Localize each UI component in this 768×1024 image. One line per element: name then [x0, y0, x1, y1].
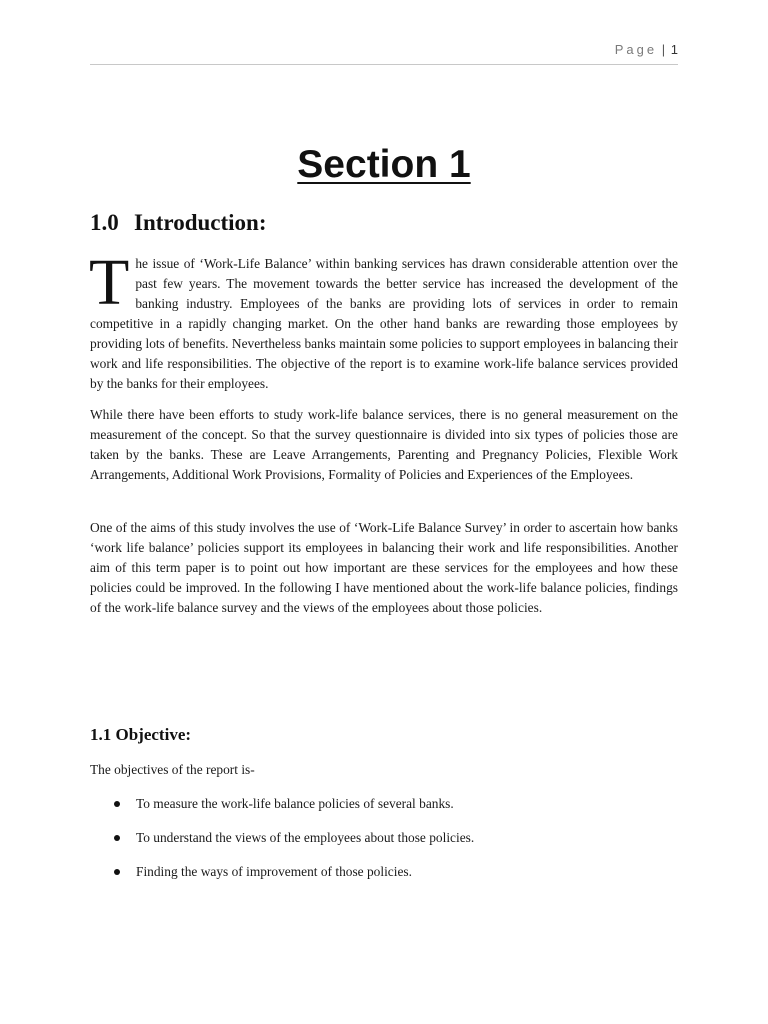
introduction-paragraph-3: One of the aims of this study involves the use of ‘Work-Life Balance Survey’ in order to ascertain how banks ‘work life balance’ policies support its employees in balancing their work and life responsibilities. Another aim of this term paper is to point out how important are these services for the employees and how these policies could be improved. In the following I have mentioned about the work-life balance policies, findings of the work-life balance survey and the views of the employees about those policies. — [90, 520, 678, 615]
list-item-text: Finding the ways of improvement of those policies. — [136, 864, 412, 879]
page-header — [90, 42, 678, 65]
bullet-icon — [114, 835, 120, 841]
list-item-text: To understand the views of the employees about those policies. — [136, 830, 475, 845]
introduction-title: Introduction: — [134, 210, 267, 235]
objective-list — [90, 794, 678, 896]
introduction-paragraph-2: While there have been efforts to study work-life balance services, there is no general measurement on the measurement of the concept. So that the survey questionnaire is divided into six types of policies those are taken by the banks. These are Leave Arrangements, Parenting and Pregnancy Policies, Flexible Work Arrangements, Additional Work Provisions, Formality of Policies and Experiences of the Employees. — [90, 407, 678, 482]
list-item-text: To measure the work-life balance policies of several banks. — [136, 796, 454, 811]
page-separator: | — [661, 42, 666, 57]
section-title-text: Section 1 — [297, 143, 471, 186]
section-title — [0, 140, 768, 190]
objective-lead: The objectives of the report is- — [90, 762, 255, 777]
list-item — [90, 828, 678, 862]
page-label: Page — [614, 42, 658, 57]
bullet-icon — [114, 869, 120, 875]
page-number: 1 — [670, 42, 678, 57]
introduction-heading — [90, 207, 267, 239]
list-item — [90, 862, 678, 896]
introduction-number: 1.0 — [90, 210, 119, 235]
objective-heading: 1.1 Objective: — [90, 725, 192, 744]
paragraph-1-text: he issue of ‘Work-Life Balance’ within banking services has drawn considerable attention over the past few years. The movement towards the better service has increased the development of the banking industry. Employees of the banks are providing lots of services in order to remain competitive in a rapidly changing market. On the other hand banks are rewarding those employees by providing lots of benefits. Nevertheless banks maintain some policies to support employees in balancing their work and life responsibilities. The objective of the report is to examine work-life balance services provided by the banks for their employees. — [90, 256, 678, 391]
bullet-icon — [114, 801, 120, 807]
introduction-paragraph-1 — [89, 246, 678, 394]
list-item — [90, 794, 678, 828]
drop-cap: T — [89, 246, 130, 319]
